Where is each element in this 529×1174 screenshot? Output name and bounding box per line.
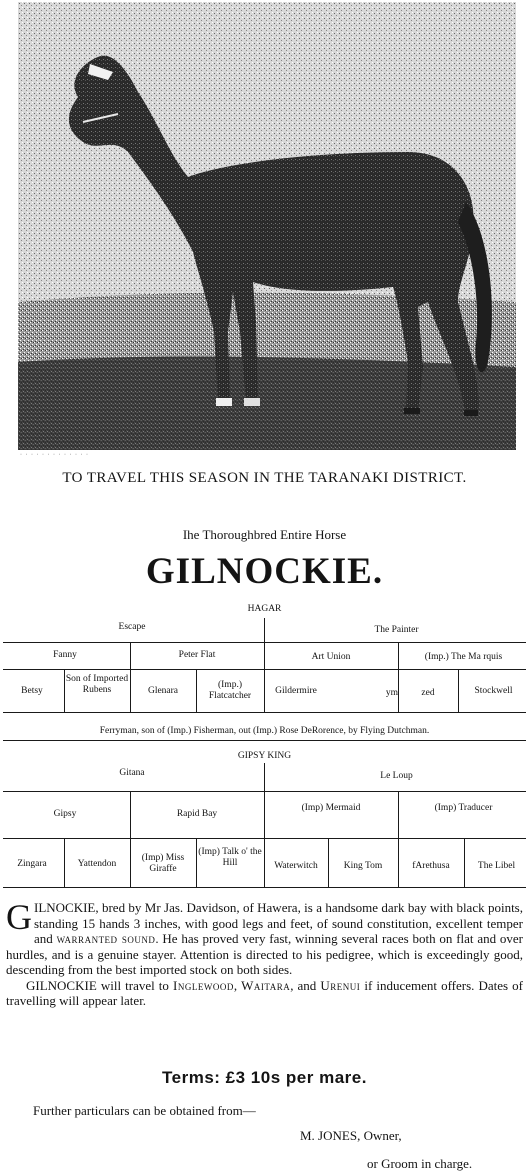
rule (3, 712, 526, 713)
sire-g2: Peter Flat (178, 650, 216, 660)
separator: , and (290, 977, 321, 993)
rule (3, 838, 526, 839)
sire-g3: Son of Imported Rubens (65, 674, 129, 695)
sire-g2: (Imp.) The Ma rquis (424, 652, 503, 662)
sire-g3: Betsy (21, 686, 43, 696)
pedigree-sire (0, 600, 529, 740)
horse-subtitle: Ihe Thoroughbred Entire Horse (182, 527, 347, 542)
sire-g2: Fanny (53, 650, 77, 660)
rule (3, 669, 526, 670)
drop-cap: G (6, 897, 32, 937)
dam-g2: Rapid Bay (176, 809, 218, 819)
horse-photo (18, 2, 516, 450)
place-name: Inglewood (173, 977, 234, 993)
sire-name: HAGAR (247, 604, 282, 614)
rule (398, 791, 399, 887)
horse-photo-icon (18, 2, 516, 450)
body-text: GILNOCKIE will travel to (26, 977, 173, 993)
rule (264, 642, 265, 712)
body-text: ILNOCKIE, bred by Mr Jas. Davidson, of Hawera, is a handsome dark bay with black points, standing 15 hands 3 inches, with good legs and feet, of sound constitution, excellent temper and (34, 900, 523, 946)
sire-g1-left: Escape (118, 622, 146, 632)
sire-g3: Glenara (147, 686, 179, 696)
travel-paragraph (6, 978, 523, 1009)
rule (398, 642, 399, 712)
dam-g1-left: Gitana (119, 768, 145, 778)
dam-g3: Waterwitch (274, 861, 318, 871)
sire-footnote: Ferryman, son of (Imp.) Fisherman, out (Imp.) Rose DeRorence, by Flying Dutchman. (99, 726, 430, 736)
sire-g2: Art Union (311, 652, 351, 662)
sire-g3: Stockwell (474, 686, 513, 696)
dam-g3: fArethusa (412, 861, 450, 871)
dam-name: GIPSY KING (237, 751, 292, 761)
place-name: Waitara (241, 977, 291, 993)
owner-line: M. JONES, Owner, (300, 1128, 402, 1143)
rule (196, 670, 197, 712)
photo-caption-strip: · · · · · · · · · · · · · (20, 452, 89, 458)
further-particulars: Further particulars can be obtained from— (33, 1103, 256, 1118)
sire-g3: (Imp.) Flatcatcher (208, 680, 252, 701)
rule (328, 839, 329, 887)
rule (464, 839, 465, 887)
rule (3, 887, 526, 888)
dam-g3: King Tom (343, 861, 383, 871)
body-text: if inducement offers. Dates of travelling will appear later. (6, 977, 523, 1008)
dam-g3: (Imp) Miss Giraffe (141, 853, 185, 874)
dam-g2: (Imp) Mermaid (301, 803, 361, 813)
terms-line: Terms: £3 10s per mare. (162, 1068, 367, 1087)
sire-g3: ym (385, 688, 398, 698)
rule (64, 839, 65, 887)
body-text: . He has proved very fast, winning several races both on flat and over hurdles, and is a genuine stayer. Attention is directed to his pedigree, which is exceedingly good, descending from the best imported stock on both sides. (6, 931, 523, 977)
rule (130, 642, 131, 712)
dam-g3: (Imp) Talk o' the Hill (198, 847, 262, 868)
horse-name-title: GILNOCKIE. (145, 551, 384, 592)
groom-line: or Groom in charge. (367, 1156, 473, 1171)
rule (196, 839, 197, 887)
sire-g1-right: The Painter (374, 625, 419, 635)
rule (64, 670, 65, 712)
sire-g3: zed (421, 688, 435, 698)
rule (264, 618, 265, 642)
dam-g3: The Libel (477, 861, 516, 871)
dam-g3: Zingara (17, 859, 47, 869)
dam-g3: Yattendon (77, 859, 117, 869)
travel-headline: TO TRAVEL THIS SEASON IN THE TARANAKI DISTRICT. (62, 470, 467, 486)
place-name: Urenui (320, 977, 361, 993)
separator: , (233, 977, 242, 993)
dam-g1-right: Le Loup (380, 771, 413, 781)
dam-g2: (Imp) Traducer (434, 803, 493, 813)
rule (3, 740, 526, 741)
description-paragraph (6, 897, 523, 1009)
rule (264, 763, 265, 791)
dam-g2: Gipsy (53, 809, 77, 819)
rule (264, 791, 265, 887)
sire-g3: Gildermire (275, 686, 317, 696)
rule (458, 670, 459, 712)
body-smallcaps: warranted sound (56, 931, 156, 946)
pedigree-dam (0, 745, 529, 895)
